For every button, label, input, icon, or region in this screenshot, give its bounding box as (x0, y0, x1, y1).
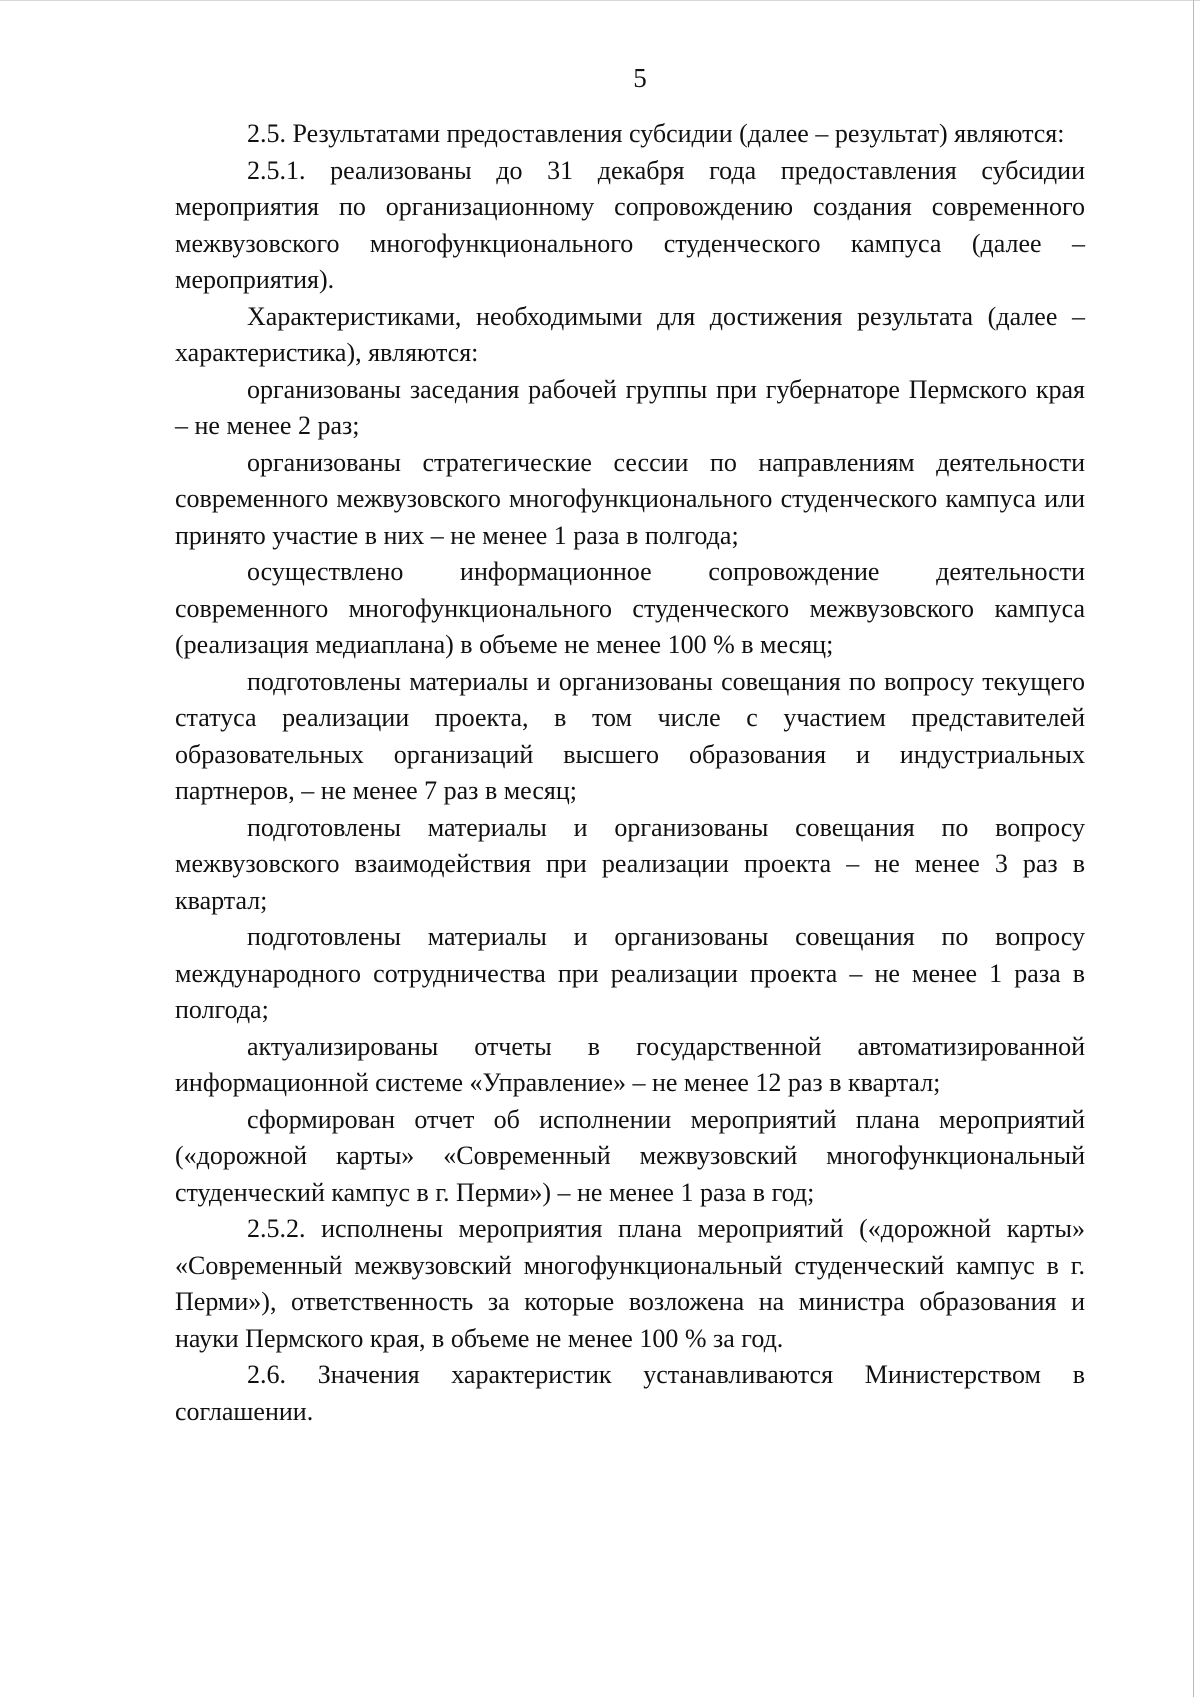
list-item-project-status-meetings: подготовлены материалы и организованы совещания по вопросу текущего статуса реализации проекта, в том числе с участием представителей образовательных организаций высшего образования и индустриальных партнеров, – не менее 7 раз в месяц; (175, 666, 1085, 805)
list-item-roadmap-report: сформирован отчет об исполнении мероприятий плана мероприятий («дорожной карты» «Современный межвузовский многофункциональный студенческий кампус в г. Перми») – не менее 1 раза в год; (175, 1104, 1085, 1207)
list-item-interuniversity-meetings: подготовлены материалы и организованы совещания по вопросу межвузовского взаимодействия при реализации проекта – не менее 3 раз в квартал; (175, 812, 1085, 915)
page-number: 5 (633, 63, 647, 93)
page-top-edge (0, 0, 1200, 1)
paragraph-2-5: 2.5. Результатами предоставления субсидии (далее – результат) являются: (247, 119, 1065, 148)
list-item-strategic-sessions: организованы стратегические сессии по направлениям деятельности современного межвузовского многофункционального студенческого кампуса или принято участие в них – не менее 1 раза в полгода; (175, 447, 1085, 550)
paragraph-2-6: 2.6. Значения характеристик устанавливаются Министерством в соглашении. (175, 1360, 1085, 1426)
list-item-international-meetings: подготовлены материалы и организованы совещания по вопросу международного сотрудничества при реализации проекта – не менее 1 раза в полгода; (175, 922, 1085, 1024)
list-item-information-support: осуществлено информационное сопровождение деятельности современного многофункционального студенческого межвузовского кампуса (реализация медиаплана) в объеме не менее 100 % в месяц; (175, 557, 1085, 659)
page-right-edge (1193, 0, 1194, 1697)
paragraph-characteristics-intro: Характеристиками, необходимыми для достижения результата (далее – характеристика), являются: (175, 301, 1085, 367)
paragraph-2-5-1: 2.5.1. реализованы до 31 декабря года предоставления субсидии мероприятия по организационному сопровождению создания современного межвузовского многофункционального студенческого кампуса (далее – мероприятия). (175, 155, 1085, 294)
paragraph-2-5-2: 2.5.2. исполнены мероприятия плана мероприятий («дорожной карты» «Современный межвузовский многофункциональный студенческий кампус в г. Перми»), ответственность за которые возложена на министра образования и науки Пермского края, в объеме не менее 100 % за год. (175, 1214, 1085, 1353)
list-item-working-group: организованы заседания рабочей группы при губернаторе Пермского края – не менее 2 раз; (175, 374, 1085, 440)
document-body (175, 116, 1085, 1430)
list-item-reports-updated: актуализированы отчеты в государственной автоматизированной информационной системе «Управление» – не менее 12 раз в квартал; (175, 1031, 1085, 1097)
